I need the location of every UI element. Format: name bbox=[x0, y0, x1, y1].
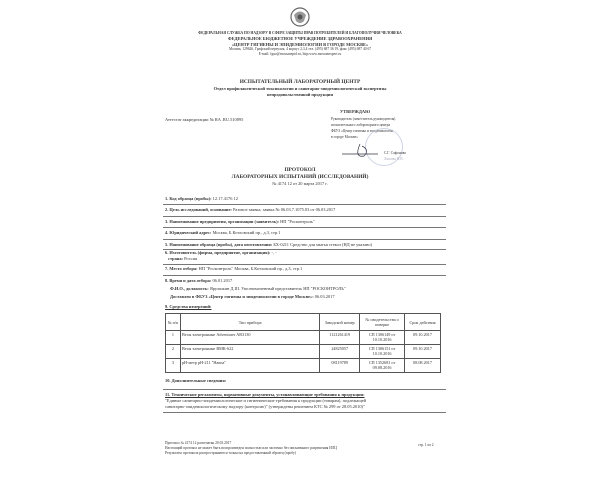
item-sample-code: 1. Код образца (пробы): 12.17.4176 12 bbox=[165, 196, 238, 201]
footer-notice: Настоящий протокол не может быть воспроизведен полностью или частично без письменного разрешения ИЛЦ bbox=[165, 446, 337, 450]
coat-of-arms-emblem bbox=[289, 6, 311, 28]
institution-contacts: E-mail: fguz@mossanepid.ru, http:www.mossanexpert.ru bbox=[258, 51, 342, 56]
divider bbox=[163, 389, 446, 390]
approval-line: испытательного лабораторного центра bbox=[331, 123, 391, 127]
approval-signatory: С.Г. Сафонова bbox=[384, 151, 406, 155]
table-row: 3 pH-метр pH-211 "Hanna" 08119789 СП 1352681 от 09.08.2016 08.08.2017 bbox=[166, 359, 441, 373]
instruments-table bbox=[165, 313, 441, 373]
item-person: Ф.И.О., должность: Ярулшкин Д.Ш. Уполномоченный представитель НП "РОСКОНТРОЛЬ" bbox=[170, 286, 346, 291]
col-header: № п/п bbox=[166, 314, 181, 331]
item-sampling-date: 8. Время и дата отбора: 06.01.2017 bbox=[165, 278, 233, 283]
divider bbox=[163, 204, 446, 205]
accreditation-number: Аттестат аккредитации № RA .RU.510895 bbox=[165, 117, 244, 122]
protocol-number: № 4174 12 от 20 марта 2017 г. bbox=[272, 181, 328, 186]
agency-name: ФЕДЕРАЛЬНАЯ СЛУЖБА ПО НАДЗОРУ В СФЕРЕ ЗАЩИТЫ ПРАВ ПОТРЕБИТЕЛЕЙ И БЛАГОПОЛУЧИЯ ЧЕЛОВЕКА bbox=[198, 31, 402, 35]
col-header: Заводской номер bbox=[320, 314, 360, 331]
table-row: 2 Весы электронные ВМК-622 24825057 СП 1306151 от 10.10.2016 09.10.2017 bbox=[166, 345, 441, 359]
col-header: № свидетельства о поверке bbox=[360, 314, 405, 331]
footer-printed: Протокол № 4174 12 распечатан 20.03.2017 bbox=[165, 441, 232, 445]
stamp-text: Ляшова Н.В. bbox=[384, 157, 404, 161]
item-sample-name: 5. Наименование образца (пробы), дата изготовления: БХ-0211 Средство для мытья стекол (НД не указано) bbox=[165, 242, 373, 247]
item-purpose: 2. Цель исследований, основание: Разовое заявка, заявка № 06.03.7.1075.03 от 06.03.2017 bbox=[165, 207, 336, 212]
divider bbox=[163, 412, 446, 413]
approval-line: Руководитель (заместитель руководителя) bbox=[331, 117, 396, 121]
lab-department-1: Отдел профилактической токсикологии и санитарно-эпидемиологической экспертизы bbox=[213, 86, 387, 91]
signature bbox=[340, 140, 380, 160]
item-sampling-place: 7. Место отбора: НП "Росконтроль" Москва, Б.Котловский пр., д.3, стр.1 bbox=[165, 266, 303, 271]
divider bbox=[163, 216, 446, 217]
footer-scope: Результаты протокола распространяются только на предоставленный образец (пробу) bbox=[165, 451, 296, 455]
table-header-row bbox=[166, 314, 441, 331]
divider bbox=[163, 227, 446, 228]
institution-address: Москва, 129626, Графский переулок, 4 корпус 2,3,4 тел. (495) 687 36 19, факс (495) 687 40 67 bbox=[228, 47, 372, 51]
item-manufacturer: 6. Изготовитель (фирма, предприятие, организация): -, - bbox=[165, 250, 277, 255]
approval-line: ФБУЗ «Центр гигиены и эпидемиологии bbox=[331, 129, 394, 133]
page-number: стр. 1 из 2 bbox=[418, 443, 434, 447]
col-header: Тип прибора bbox=[180, 314, 319, 331]
institution-name-1: ФЕДЕРАЛЬНОЕ БЮДЖЕТНОЕ УЧРЕЖДЕНИЕ ЗДРАВООХРАНЕНИЯ bbox=[227, 36, 373, 41]
protocol-subtitle: ЛАБОРАТОРНЫХ ИСПЫТАНИЙ (ИССЛЕДОВАНИЙ) bbox=[231, 174, 369, 180]
lab-department-2: непродовольственной продукции bbox=[267, 91, 333, 97]
table-row: 1 Весы электронные Adventurer AR3130 1121261419 СП 1306149 от 10.10.2016 09.10.2017 bbox=[166, 331, 441, 345]
protocol-title: ПРОТОКОЛ bbox=[284, 167, 316, 173]
lab-title: ИСПЫТАТЕЛЬНЫЙ ЛАБОРАТОРНЫЙ ЦЕНТР bbox=[239, 79, 361, 85]
divider bbox=[163, 264, 446, 265]
item-applicant: 3. Наименование предприятия, организации (заявитель): НП "Росконтроль" bbox=[165, 219, 315, 224]
divider bbox=[163, 275, 446, 276]
divider bbox=[163, 239, 446, 240]
additional-info-title: 10. Дополнительные сведения: bbox=[165, 378, 227, 383]
item-country: страна: Россия bbox=[168, 256, 197, 261]
institution-name-2: «ЦЕНТР ГИГИЕНЫ И ЭПИДЕМИОЛОГИИ В ГОРОДЕ МОСКВЕ» bbox=[231, 41, 369, 47]
col-header: Срок действия bbox=[405, 314, 441, 331]
approval-line: в городе Москве» bbox=[331, 135, 358, 139]
instruments-title: 9. Средства измерений: bbox=[165, 304, 212, 309]
item-legal-address: 4. Юридический адрес: Москва, Б.Котловский пр., д.3, стр.1 bbox=[165, 230, 281, 235]
regulations-line: "Единые санитарно-эпидемиологические и гигиенические требования к продукции (товарам), подлежащей bbox=[165, 398, 367, 403]
item-delivered: Доставлен в ФБУЗ «Центр гигиены и эпидемиологии в городе Москве»: 06.03.2017 bbox=[170, 294, 335, 299]
approval-title: УТВЕРЖДАЮ bbox=[340, 109, 371, 114]
regulations-title: 11. Технические регламенты, нормативные документы, устанавливающие требования к продукции: bbox=[165, 392, 365, 397]
regulations-line: санитарно-эпидемиологическому надзору (контролю)" (утверждены решением КТС № 299 от 28.05.2010)" bbox=[165, 404, 365, 409]
